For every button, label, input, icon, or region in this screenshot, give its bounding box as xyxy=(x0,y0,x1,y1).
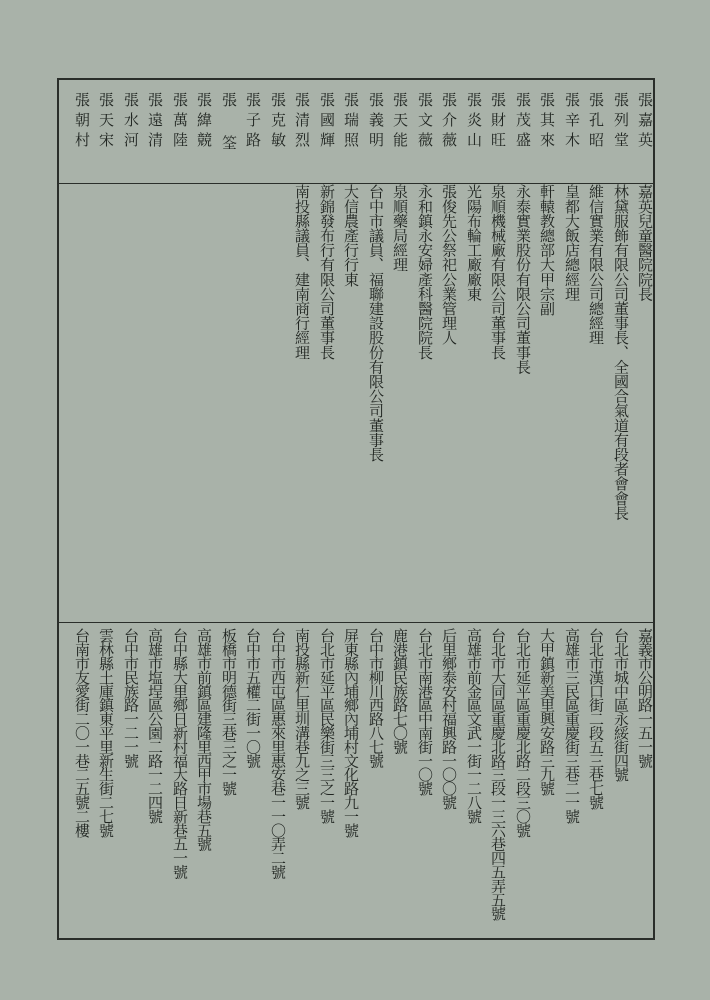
entry-name: 張萬陸 xyxy=(171,92,189,152)
entry-name: 張文薇 xyxy=(416,92,434,152)
entry-name: 張子路 xyxy=(244,92,262,152)
entry-name: 張克敏 xyxy=(269,92,287,152)
entry-title: 台中市議員、福聯建設股份有限公司董事長 xyxy=(367,184,385,462)
entry-name: 張茂盛 xyxy=(514,92,532,152)
entry-address: 台中縣大里鄉日新村福大路日新巷五一號 xyxy=(171,628,189,879)
entry-name: 張朝村 xyxy=(73,92,91,152)
entry-name: 張天能 xyxy=(391,92,409,152)
entry-title: 張俊先公祭祀公業管理人 xyxy=(440,184,458,345)
entry-name: 張辛木 xyxy=(563,92,581,152)
entry-title: 永和鎮永安婦產科醫院院長 xyxy=(416,184,434,360)
entry-title: 光陽布輪工廠廠東 xyxy=(465,184,483,301)
entry-address: 高雄市前金區文武一街一二八號 xyxy=(465,628,483,823)
entry-name: 張列堂 xyxy=(612,92,630,152)
entry-name: 張清烈 xyxy=(293,92,311,152)
entry-name: 張緯競 xyxy=(195,92,213,152)
entry-address: 高雄市三民區重慶街三巷二一號 xyxy=(563,628,581,823)
entry-name: 張義明 xyxy=(367,92,385,152)
entry-address: 嘉義市公明路一五一號 xyxy=(636,628,654,768)
entry-address: 台南市友愛街二〇一巷二五號二樓 xyxy=(73,628,91,837)
entry-name: 張其來 xyxy=(538,92,556,152)
entry-name: 張嘉英 xyxy=(636,92,654,152)
entry-title: 嘉英兒童醫院院長 xyxy=(636,184,654,301)
entry-address: 鹿港鎮民族路七〇號 xyxy=(391,628,409,754)
entry-address: 台北市延平區民樂街三三之一號 xyxy=(318,628,336,823)
entry-name: 張水河 xyxy=(122,92,140,152)
entry-title: 軒轅教總部大甲宗副 xyxy=(538,184,556,316)
entry-address: 台北市漢口街二段五三巷七號 xyxy=(587,628,605,809)
entry-name: 張天宋 xyxy=(97,92,115,152)
entry-address: 大甲鎮新美里興安路三九號 xyxy=(538,628,556,795)
entry-address: 高雄市塩埕區公園二路一二四號 xyxy=(146,628,164,823)
entry-name: 張 筌 xyxy=(220,92,238,155)
entry-address: 屏東縣內埔鄉內埔村文化路九一號 xyxy=(342,628,360,837)
entry-address: 台北市大同區重慶北路三段一三六巷四五弄五號 xyxy=(489,628,507,920)
entry-address: 雲林縣土庫鎮東平里新生街二七號 xyxy=(97,628,115,837)
entry-address: 台中市柳川西路八七號 xyxy=(367,628,385,768)
entry-name: 張孔昭 xyxy=(587,92,605,152)
entry-title: 大信農產行行東 xyxy=(342,184,360,287)
entry-name: 張國輝 xyxy=(318,92,336,152)
entry-name: 張介薇 xyxy=(440,92,458,152)
entry-address: 台北市南港區中南街一〇號 xyxy=(416,628,434,795)
entry-address: 台中市民族路一二一號 xyxy=(122,628,140,768)
entry-address: 台北市延平區重慶北路二段三〇號 xyxy=(514,628,532,837)
entry-address: 台中市五權二街一〇號 xyxy=(244,628,262,768)
entry-address: 板橋市明德街三巷三之一號 xyxy=(220,628,238,795)
entry-name: 張財旺 xyxy=(489,92,507,152)
entry-address: 台中市西屯區惠來里惠安巷一一〇弄二號 xyxy=(269,628,287,879)
entry-title: 泉順藥局經理 xyxy=(391,184,409,272)
entry-title: 泉順機械廠有限公司董事長 xyxy=(489,184,507,360)
entry-title: 新錦發布行有限公司董事長 xyxy=(318,184,336,360)
entry-title: 永泰實業股份有限公司董事長 xyxy=(514,184,532,374)
entry-address: 后里鄉泰安村福興路一〇〇號 xyxy=(440,628,458,809)
entry-address: 高雄市前鎮區建隆里西甲市場巷五號 xyxy=(195,628,213,851)
entry-title: 維信實業有限公司總經理 xyxy=(587,184,605,345)
section-divider xyxy=(59,622,653,623)
entry-address: 南投縣新仁里圳溝巷九之三號 xyxy=(293,628,311,809)
entry-name: 張瑞照 xyxy=(342,92,360,152)
entry-title: 南投縣議員、建南商行經理 xyxy=(293,184,311,360)
entry-name: 張遠清 xyxy=(146,92,164,152)
entry-title: 皇都大飯店總經理 xyxy=(563,184,581,301)
entry-title: 林黛服飾有限公司董事長、全國合氣道有段者會會長 xyxy=(612,184,630,520)
entry-name: 張炎山 xyxy=(465,92,483,152)
entry-address: 台北市城中區永綏街四號 xyxy=(612,628,630,781)
